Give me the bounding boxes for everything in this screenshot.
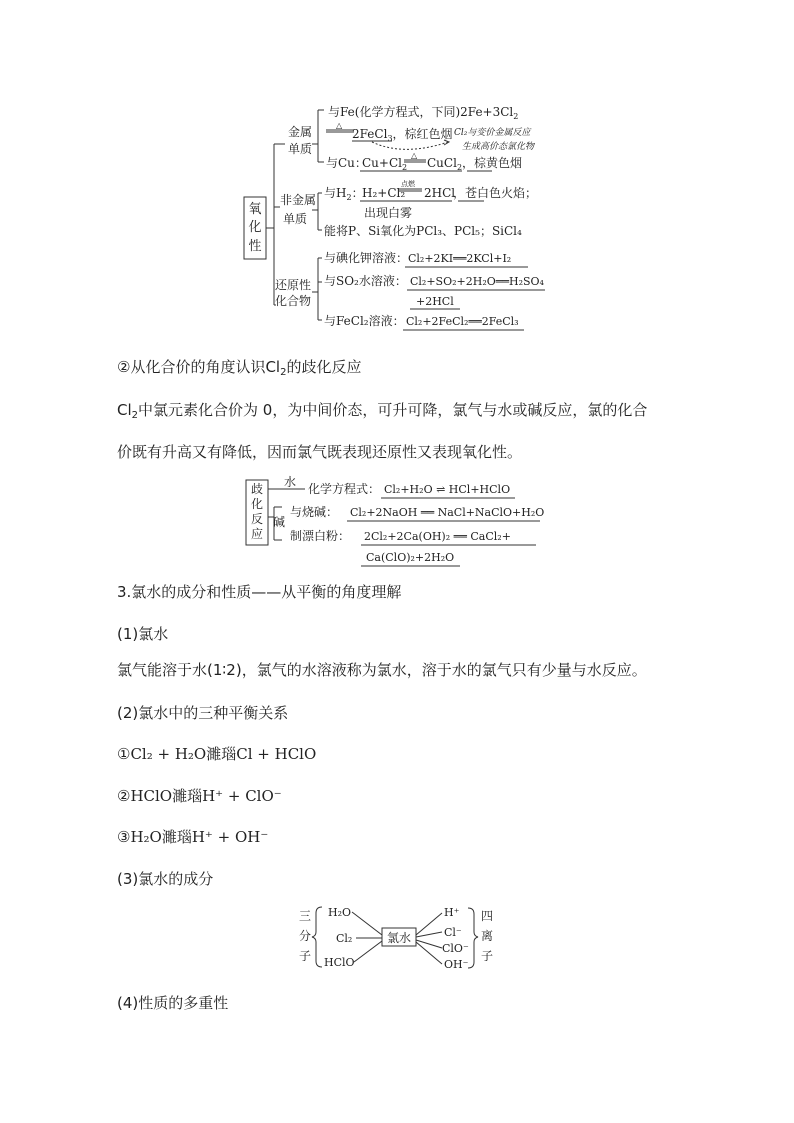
root-char-2: 化 (248, 220, 262, 235)
oxidation-diagram (0, 0, 794, 345)
d2-root-3: 反 (250, 512, 264, 526)
root-char-1: 氧 (248, 202, 262, 217)
ion-clo: ClO⁻ (442, 942, 469, 955)
ion-h: H⁺ (444, 906, 460, 919)
eq3b: Ca(ClO)₂+2H₂O (366, 551, 455, 564)
h2-tail: ，苍白色火焰； (453, 186, 538, 200)
paragraph-line2: 价既有升高又有降低，因而氯气既表现还原性又表现氧化性。 (117, 443, 523, 461)
eq1: Cl₂+H₂O ⇌ HCl+HClO (384, 483, 511, 496)
section3-title: 3.氯水的成分和性质——从平衡的角度理解 (117, 583, 402, 601)
eq3-prefix: 制漂白粉： (290, 529, 351, 543)
right-label-2: 离 (481, 929, 494, 943)
cu-eq-right: CuCl$_2$，棕黄色烟 (427, 156, 523, 172)
h2-eq: H₂+Cl₂ (362, 186, 406, 200)
heading-disproportionation: ②从化合价的角度认识$Cl_2$的歧化反应 (117, 358, 362, 378)
label-water: 水 (284, 475, 297, 489)
eq1-prefix: 化学方程式： (308, 482, 381, 496)
ion-oh: OH⁻ (444, 958, 469, 971)
fe-line1: 与Fe(化学方程式，下同)$2Fe+3Cl_2$ (328, 105, 519, 121)
sub1-heading: (1)氯水 (117, 625, 169, 643)
cu-eq-left: $Cu+Cl_2$ (362, 156, 408, 172)
heat-mark-cu: △ (411, 151, 418, 160)
equilibrium-2: ②HClO濉瑙H⁺ + ClO⁻ (117, 787, 282, 805)
eq2-prefix: 与烧碱： (290, 505, 339, 519)
so2-prefix: 与SO₂水溶液： (324, 274, 407, 288)
equilibrium-3: ③H₂O濉瑙H⁺ + OH⁻ (117, 828, 269, 846)
molecule-h2o: H₂O (328, 906, 352, 919)
so2-eq: Cl₂+SO₂+2H₂O══H₂SO₄ (410, 275, 544, 288)
reducing-group-1: 还原性 (275, 278, 312, 292)
molecule-cl2: Cl₂ (336, 932, 353, 945)
sub4-heading: (4)性质的多重性 (117, 994, 229, 1012)
cu-prefix: 与Cu： (326, 156, 367, 170)
sub3-heading: (3)氯水的成分 (117, 870, 214, 888)
center-chlorine-water: 氯水 (386, 931, 412, 945)
root-char-3: 性 (248, 239, 262, 254)
p-si-line: 能将P、Si氧化为PCl₃、PCl₅；SiCl₄ (324, 224, 522, 238)
note-line1: Cl₂与变价金属反应 (454, 128, 531, 138)
left-label-1: 三 (299, 909, 312, 923)
h2-cond: 点燃 (401, 180, 415, 188)
chlorine-water-components-diagram (0, 900, 794, 980)
ki-eq: Cl₂+2KI══2KCl+I₂ (408, 252, 512, 265)
sub2-heading: (2)氯水中的三种平衡关系 (117, 704, 289, 722)
left-label-2: 分 (299, 929, 312, 943)
eq3: 2Cl₂+2Ca(OH)₂ ══ CaCl₂+ (364, 530, 511, 543)
reducing-group-2: 化合物 (275, 294, 312, 308)
paragraph-line1: $Cl_2$中氯元素化合价为 0，为中间价态，可升可降，氯气与水或碱反应，氯的化合 (117, 401, 648, 421)
left-label-3: 子 (299, 949, 312, 963)
d2-root-2: 化 (250, 497, 264, 511)
fecl2-eq: Cl₂+2FeCl₂══2FeCl₃ (406, 315, 519, 328)
nonmetal-group-2: 单质 (283, 212, 308, 226)
note-line2: 生成高价态氯化物 (462, 142, 535, 152)
equilibrium-1: ①Cl₂ + H₂O濉瑙Cl + HClO (117, 745, 317, 763)
fe-line2: 2FeCl$_3$，棕红色烟 (352, 127, 453, 143)
ion-cl: Cl⁻ (444, 926, 462, 939)
metal-group-2: 单质 (288, 142, 313, 156)
right-label-3: 子 (481, 949, 494, 963)
d2-root-4: 应 (250, 527, 264, 541)
label-base: 碱 (273, 515, 286, 529)
sub1-text: 氯气能溶于水(1∶2)，氯气的水溶液称为氯水，溶于水的氯气只有少量与水反应。 (117, 661, 647, 679)
eq2: Cl₂+2NaOH ══ NaCl+NaClO+H₂O (350, 506, 545, 519)
h2-prefix: 与$H_2$： (324, 186, 364, 202)
fecl2-prefix: 与FeCl₂溶液： (324, 314, 405, 328)
disproportionation-diagram (0, 470, 794, 570)
right-label-1: 四 (481, 909, 494, 923)
molecule-hclo: HClO (324, 956, 355, 969)
ki-prefix: 与碘化钾溶液： (324, 251, 409, 265)
heat-mark-fe: △ (336, 121, 343, 130)
d2-root-1: 歧 (250, 482, 264, 496)
so2-eq2: +2HCl (416, 295, 454, 308)
h2-product: 2HCl (424, 186, 456, 200)
nonmetal-group-1: 非金属 (280, 193, 317, 207)
metal-group-1: 金属 (288, 125, 313, 139)
h2-line2: 出现白雾 (364, 206, 413, 220)
